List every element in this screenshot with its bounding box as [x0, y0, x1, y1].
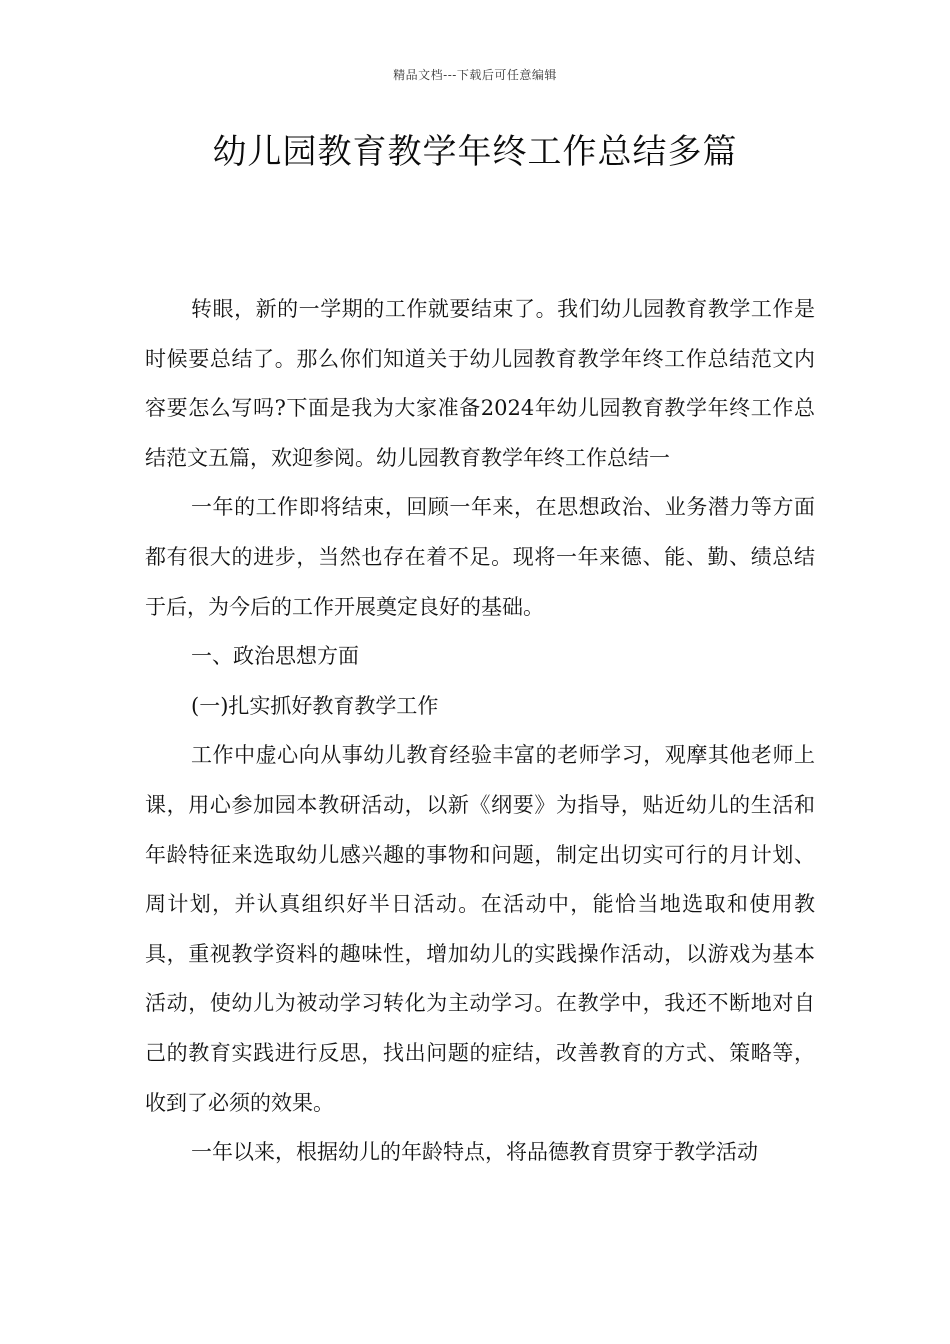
paragraph-moral-education: 一年以来，根据幼儿的年龄特点，将品德教育贯穿于教学活动: [191, 1140, 758, 1165]
subsection-heading: (一)扎实抓好教育教学工作: [191, 693, 439, 718]
paragraph-intro: 转眼，新的一学期的工作就要结束了。我们幼儿园教育教学工作是时候要总结了。那么你们知道关于幼儿园教育教学年终工作总结范文内容要怎么写吗?下面是我为大家准备2024年幼儿园教育教学年终工作总结范文五篇，欢迎参阅。幼儿园教育教学年终工作总结一: [145, 297, 815, 470]
section-heading: 一、政治思想方面: [191, 644, 359, 669]
header-note: 精品文档---下载后可任意编辑: [393, 68, 557, 82]
document-body: [145, 285, 815, 1178]
paragraph-teaching-work: 工作中虚心向从事幼儿教育经验丰富的老师学习，观摩其他老师上课，用心参加园本教研活动，以新《纲要》为指导，贴近幼儿的生活和年龄特征来选取幼儿感兴趣的事物和问题，制定出切实可行的月计划、周计划，并认真组织好半日活动。在活动中，能恰当地选取和使用教具，重视教学资料的趣味性，增加幼儿的实践操作活动，以游戏为基本活动，使幼儿为被动学习转化为主动学习。在教学中，我还不断地对自己的教育实践进行反思，找出问题的症结，改善教育的方式、策略等，收到了必须的效果。: [145, 743, 815, 1115]
document-title: 幼儿园教育教学年终工作总结多篇: [212, 132, 738, 172]
paragraph-review: 一年的工作即将结束，回顾一年来，在思想政治、业务潜力等方面都有很大的进步，当然也存在着不足。现将一年来德、能、勤、绩总结于后，为今后的工作开展奠定良好的基础。: [145, 495, 815, 619]
